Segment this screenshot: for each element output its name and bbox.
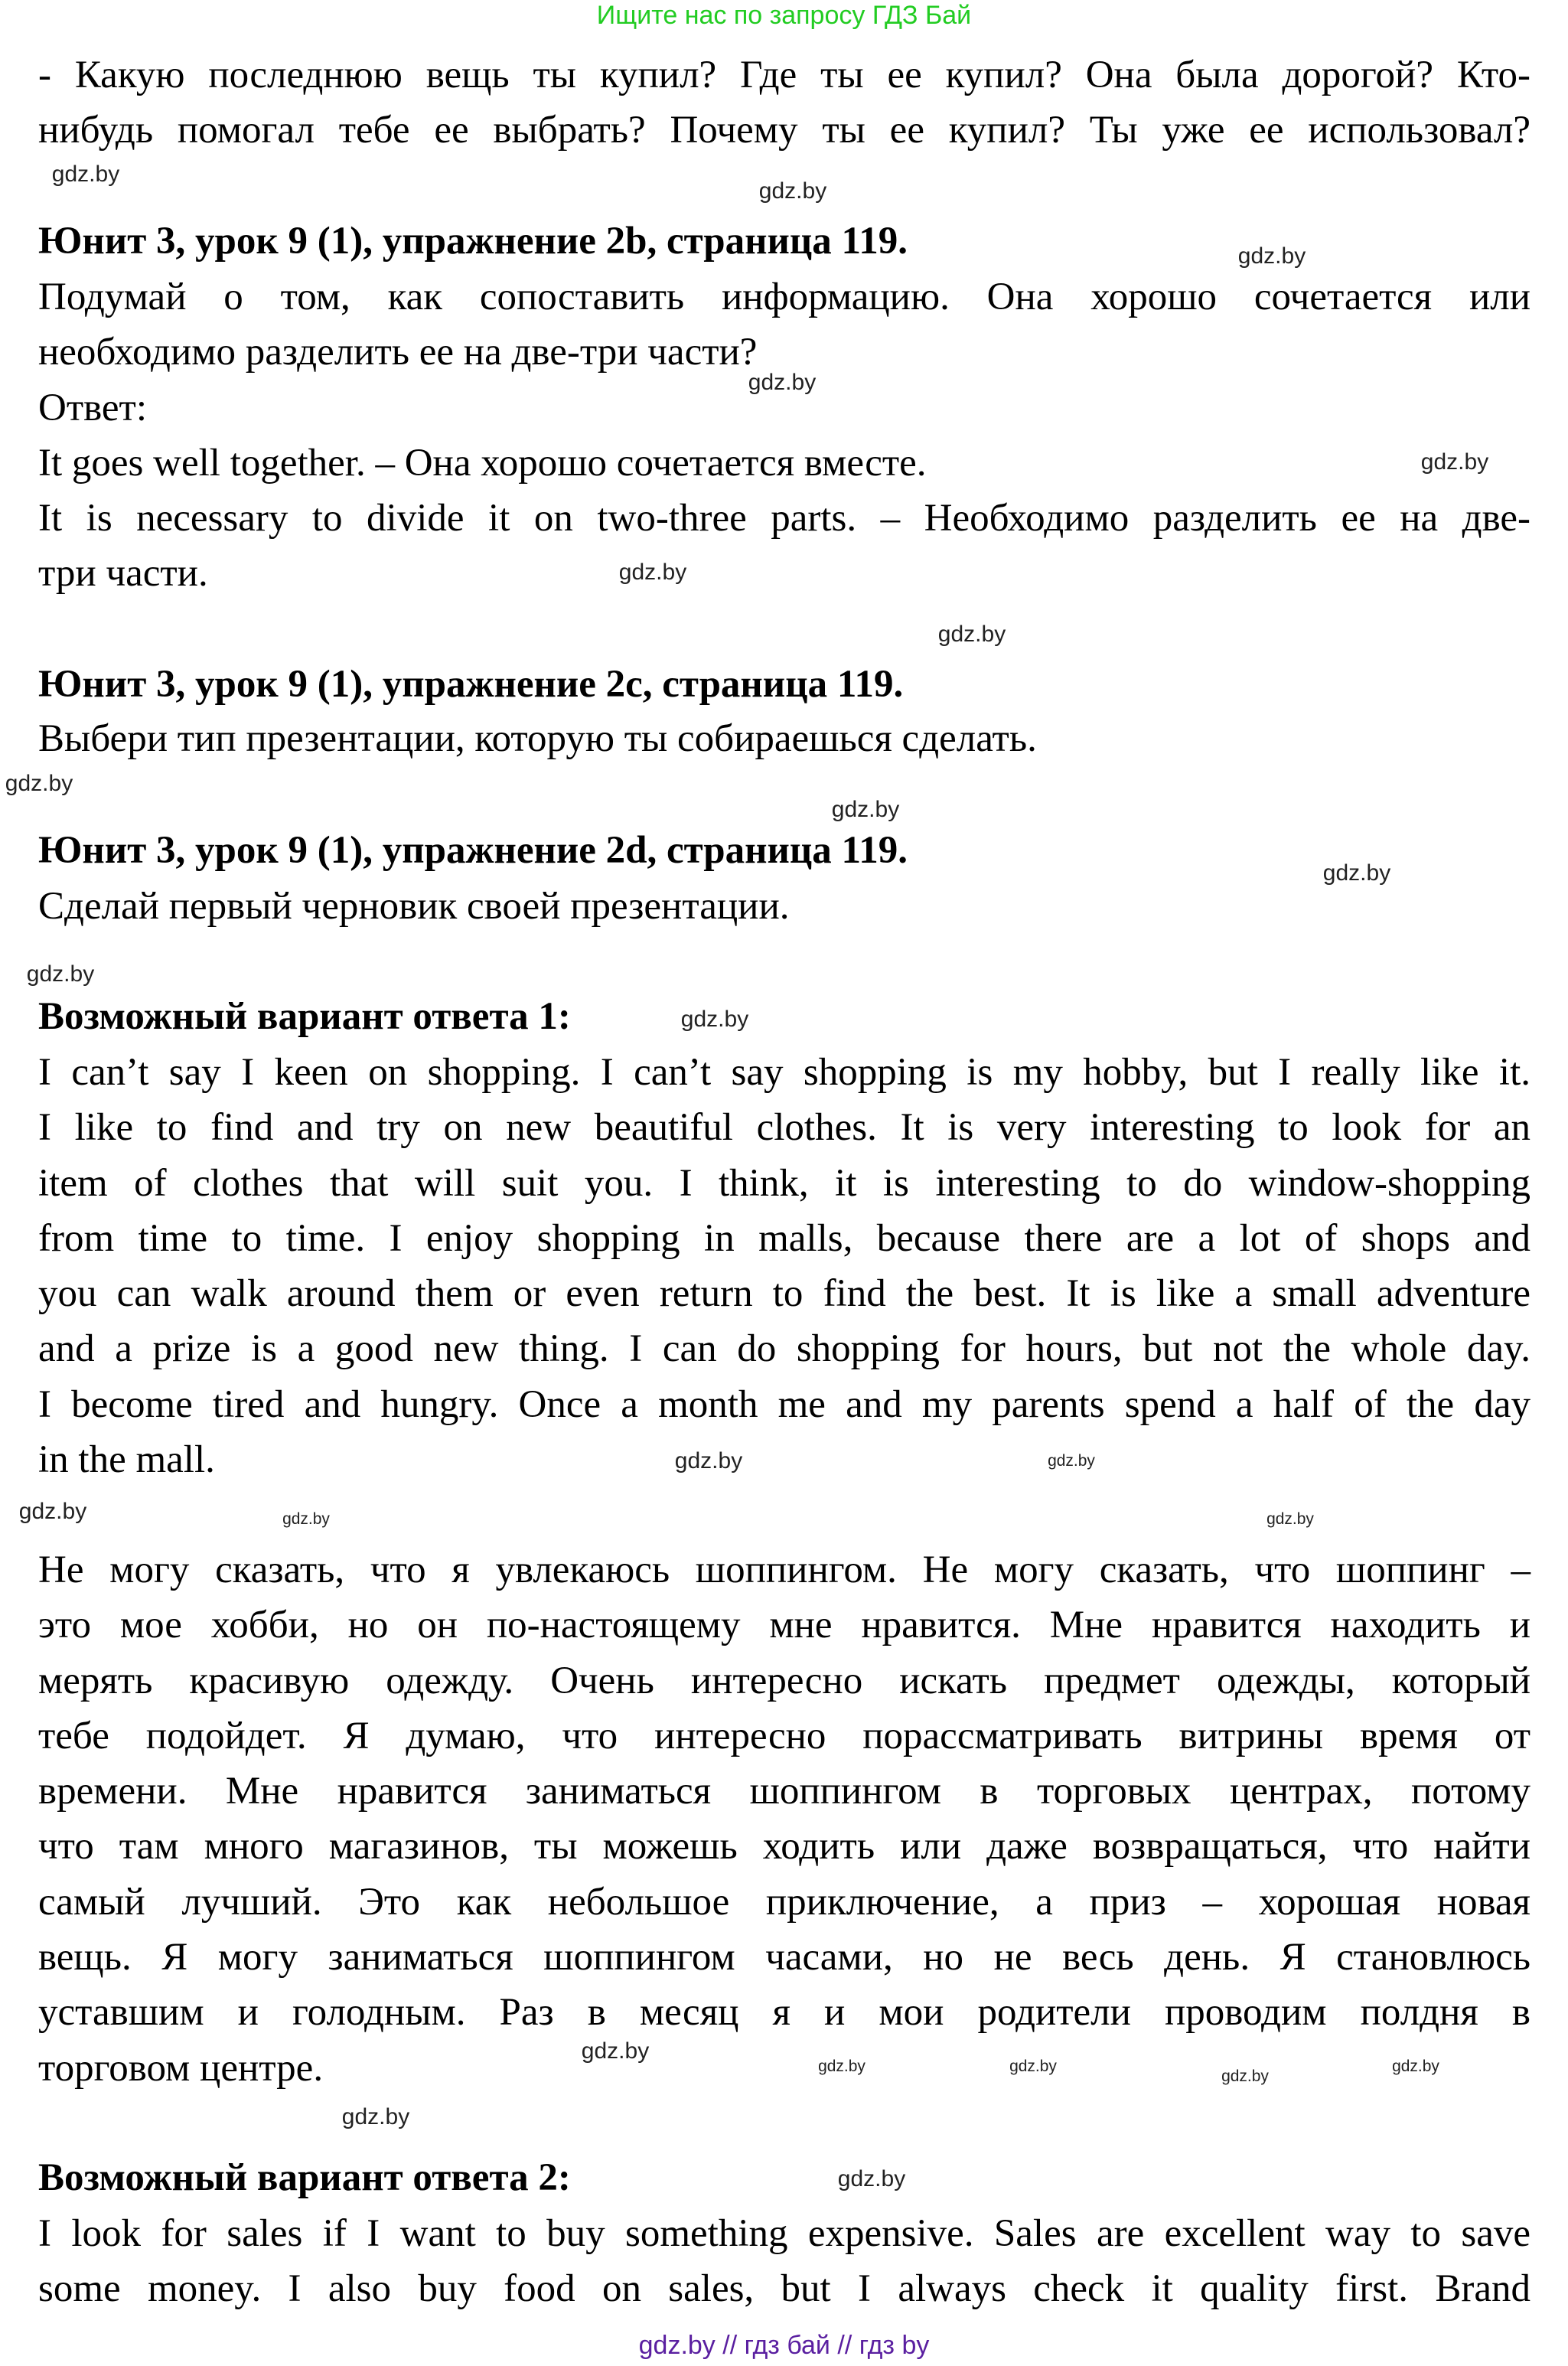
watermark: gdz.by bbox=[581, 2038, 650, 2064]
watermark: gdz.by bbox=[937, 622, 1006, 647]
watermark: gdz.by bbox=[1392, 2058, 1439, 2075]
heading-ex2d: Юнит 3, урок 9 (1), упражнение 2d, страница 119. bbox=[38, 829, 908, 872]
text-line: необходимо разделить ее на две-три части? bbox=[38, 331, 758, 374]
text-line: тебе подойдет. Я думаю, что интересно порассматривать витрины время от bbox=[38, 1714, 1531, 1757]
site-banner: Ищите нас по запросу ГДЗ Бай bbox=[596, 1, 972, 30]
text-line: Ответ: bbox=[38, 386, 147, 429]
text-line: in the mall. bbox=[38, 1438, 215, 1482]
heading-answer-1: Возможный вариант ответа 1: bbox=[38, 995, 571, 1038]
text-line: нибудь помогал тебе ее выбрать? Почему ты ее купил? Ты уже ее использовал? bbox=[38, 109, 1531, 152]
text-line: это мое хобби, но он по-настоящему мне нравится. Мне нравится находить и bbox=[38, 1604, 1531, 1647]
text-line: I look for sales if I want to buy something expensive. Sales are excellent way to save bbox=[38, 2212, 1531, 2255]
text-line: some money. I also buy food on sales, but I always check it quality first. Brand bbox=[38, 2267, 1531, 2311]
text-line: I become tired and hungry. Once a month me and my parents spend a half of the day bbox=[38, 1382, 1531, 1426]
watermark: gdz.by bbox=[837, 2166, 906, 2191]
text-line: Подумай о том, как сопоставить информацию. Она хорошо сочетается или bbox=[38, 276, 1531, 318]
text-line: I can’t say I keen on shopping. I can’t say shopping is my hobby, but I really like it. bbox=[38, 1051, 1531, 1094]
text-line: It goes well together. – Она хорошо сочетается вместе. bbox=[38, 441, 927, 485]
text-line: I like to find and try on new beautiful clothes. It is very interesting to look for an bbox=[38, 1106, 1531, 1150]
watermark: gdz.by bbox=[1221, 2067, 1269, 2085]
watermark: gdz.by bbox=[818, 2058, 865, 2075]
watermark: gdz.by bbox=[748, 370, 817, 395]
text-line: item of clothes that will suit you. I think, it is interesting to do window-shopping bbox=[38, 1161, 1531, 1205]
watermark: gdz.by bbox=[1322, 860, 1391, 886]
watermark: gdz.by bbox=[282, 1510, 330, 1528]
text-line: вещь. Я могу заниматься шоппингом часами, но не весь день. Я становлюсь bbox=[38, 1936, 1531, 1979]
text-line: времени. Мне нравится заниматься шоппингом в торговых центрах, потому bbox=[38, 1770, 1531, 1813]
watermark: gdz.by bbox=[758, 178, 827, 204]
text-line: Не могу сказать, что я увлекаюсь шоппингом. Не могу сказать, что шоппинг – bbox=[38, 1549, 1531, 1591]
watermark: gdz.by bbox=[5, 771, 73, 796]
watermark: gdz.by bbox=[618, 560, 687, 585]
text-line: and a prize is a good new thing. I can do shopping for hours, but not the whole day. bbox=[38, 1327, 1531, 1371]
watermark: gdz.by bbox=[1420, 449, 1489, 475]
ex2d-text bbox=[38, 879, 1531, 934]
heading-ex2c: Юнит 3, урок 9 (1), упражнение 2c, страница 119. bbox=[38, 663, 904, 706]
text-line: что там много магазинов, ты можешь ходить или даже возвращаться, что найти bbox=[38, 1825, 1531, 1868]
answer-2-english bbox=[38, 2206, 1531, 2317]
watermark: gdz.by bbox=[1048, 1452, 1095, 1470]
watermark: gdz.by bbox=[1266, 1510, 1314, 1528]
text-line: - Какую последнюю вещь ты купил? Где ты ее купил? Она была дорогой? Кто- bbox=[38, 54, 1531, 96]
text-line: It is necessary to divide it on two-three parts. – Необходимо разделить ее на две- bbox=[38, 497, 1531, 540]
watermark: gdz.by bbox=[18, 1499, 87, 1524]
watermark: gdz.by bbox=[26, 961, 95, 987]
watermark: gdz.by bbox=[341, 2104, 410, 2129]
answer-1-russian bbox=[38, 1542, 1531, 2096]
text-line: самый лучший. Это как небольшое приключение, а приз – хорошая новая bbox=[38, 1880, 1531, 1924]
site-footer: gdz.by // гдз бай // гдз by bbox=[638, 2331, 930, 2360]
watermark: gdz.by bbox=[1237, 243, 1306, 269]
text-line: уставшим и голодным. Раз в месяц я и мои родители проводим полдня в bbox=[38, 1991, 1531, 2035]
intro-questions bbox=[38, 47, 1531, 158]
answer-1-english bbox=[38, 1045, 1531, 1487]
ex2c-text bbox=[38, 711, 1531, 766]
text-line: мерять красивую одежду. Очень интересно искать предмет одежды, который bbox=[38, 1659, 1531, 1702]
heading-ex2b: Юнит 3, урок 9 (1), упражнение 2b, страница 119. bbox=[38, 220, 908, 263]
watermark: gdz.by bbox=[51, 162, 120, 187]
heading-answer-2: Возможный вариант ответа 2: bbox=[38, 2156, 571, 2199]
text-line: from time to time. I enjoy shopping in malls, because there are a lot of shops and bbox=[38, 1216, 1531, 1260]
text-line: три части. bbox=[38, 552, 208, 596]
watermark: gdz.by bbox=[674, 1448, 743, 1473]
watermark: gdz.by bbox=[1009, 2058, 1057, 2075]
text-line: Выбери тип презентации, которую ты собираешься сделать. bbox=[38, 717, 1037, 760]
text-line: торговом центре. bbox=[38, 2046, 324, 2090]
text-line: you can walk around them or even return to find the best. It is like a small adventure bbox=[38, 1272, 1531, 1316]
ex2b-text bbox=[38, 269, 1531, 602]
watermark: gdz.by bbox=[680, 1007, 749, 1032]
watermark: gdz.by bbox=[831, 797, 900, 822]
text-line: Сделай первый черновик своей презентации. bbox=[38, 885, 790, 928]
